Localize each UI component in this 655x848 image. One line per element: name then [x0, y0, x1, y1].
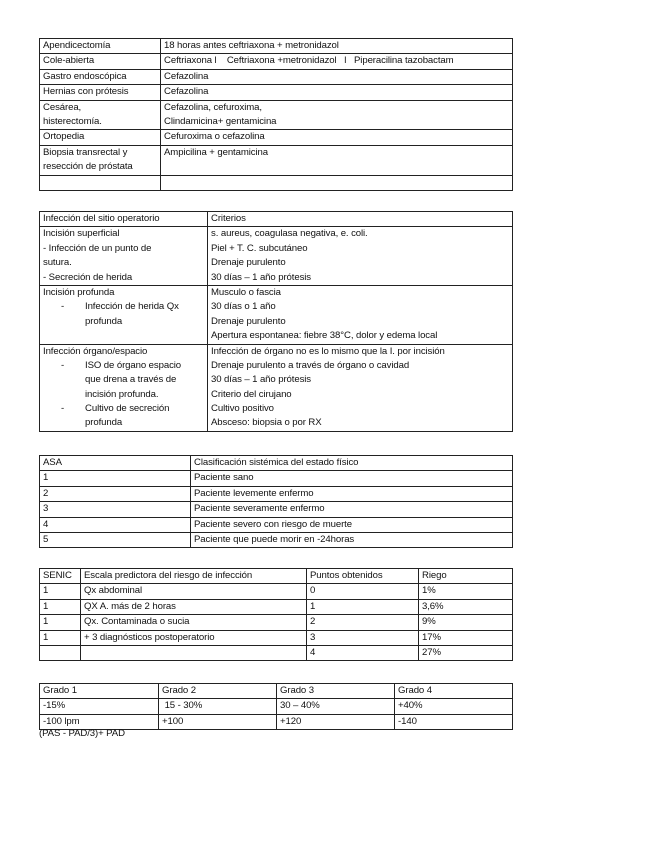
map-formula-text: (PAS - PAD/3)+ PAD: [39, 728, 125, 739]
table-cell: 1: [40, 599, 81, 614]
bullet-item: - ISO de órgano espacio que drena a través de incisión profunda.: [61, 359, 182, 400]
surgical-site-infection-table: [39, 211, 513, 432]
table-row: [40, 145, 513, 175]
procedure-cell: Cole-abierta: [40, 54, 161, 69]
procedure-cell: Ortopedia: [40, 130, 161, 145]
asa-description-cell: Paciente levemente enfermo: [191, 486, 513, 501]
bullet-item: - Cultivo de secreción profunda: [61, 403, 170, 429]
column-header: Criterios: [208, 212, 513, 227]
table-cell: 17%: [419, 630, 513, 645]
table-row: [40, 486, 513, 501]
criteria-cell: Musculo o fascia 30 días o 1 año Drenaje purulento Apertura espontanea: fiebre 38°C, dolor y edema local: [208, 285, 513, 344]
column-header: Grado 3: [277, 684, 395, 699]
column-header: ASA: [40, 456, 191, 471]
asa-description-cell: Paciente severo con riesgo de muerte: [191, 517, 513, 532]
column-header: Grado 4: [395, 684, 513, 699]
senic-table: [39, 568, 513, 661]
antibiotic-cell: Ampicilina + gentamicina: [161, 145, 513, 175]
table-cell: 1: [40, 615, 81, 630]
table-cell: 3,6%: [419, 599, 513, 614]
infection-type-cell: Infección órgano/espacio - ISO de órgano espacio que drena a través de incisión profunda. - Cultivo de secreción profunda: [40, 344, 208, 431]
infection-type-cell: Incisión profunda - Infección de herida Qx profunda: [40, 285, 208, 344]
procedure-cell: Apendicectomía: [40, 39, 161, 54]
table-row: [40, 39, 513, 54]
table-row: [40, 85, 513, 100]
table-cell: 0: [307, 584, 419, 599]
table-cell: -100 lpm: [40, 714, 159, 729]
table-cell: 1: [40, 584, 81, 599]
antibiotic-cell: Cefuroxima o cefazolina: [161, 130, 513, 145]
asa-class-cell: 1: [40, 471, 191, 486]
table-cell: 27%: [419, 645, 513, 660]
table-cell: +120: [277, 714, 395, 729]
procedure-cell: Biopsia transrectal y resección de próstata: [40, 145, 161, 175]
criteria-cell: Infección de órgano no es lo mismo que la I. por incisión Drenaje purulento a través de órgano o cavidad 30 días – 1 año prótesis Criterio del cirujano Cultivo positivo Absceso: biopsia o por RX: [208, 344, 513, 431]
table-cell: 2: [307, 615, 419, 630]
table-cell: +100: [159, 714, 277, 729]
table-cell: +40%: [395, 699, 513, 714]
bullet-item: - Infección de herida Qx profunda: [61, 301, 179, 327]
table-row: [40, 532, 513, 547]
table-row: [40, 175, 513, 190]
infection-type-cell: Incisión superficial - Infección de un punto de sutura. - Secreción de herida: [40, 227, 208, 286]
antibiotics-table: [39, 38, 513, 191]
table-cell: 4: [307, 645, 419, 660]
antibiotic-cell: Cefazolina: [161, 85, 513, 100]
column-header: Grado 1: [40, 684, 159, 699]
antibiotic-cell: Ceftriaxona l Ceftriaxona +metronidazol l Piperacilina tazobactam: [161, 54, 513, 69]
table-row: [40, 227, 513, 286]
table-row: [40, 69, 513, 84]
table-cell: 3: [307, 630, 419, 645]
table-row: [40, 615, 513, 630]
table-cell: [40, 645, 81, 660]
procedure-cell: [40, 175, 161, 190]
antibiotic-cell: Cefazolina, cefuroxima, Clindamicina+ gentamicina: [161, 100, 513, 130]
table-row: [40, 471, 513, 486]
asa-class-cell: 4: [40, 517, 191, 532]
table-row: [40, 502, 513, 517]
asa-class-cell: 3: [40, 502, 191, 517]
asa-description-cell: Paciente severamente enfermo: [191, 502, 513, 517]
table-cell: 30 – 40%: [277, 699, 395, 714]
table-row: [40, 130, 513, 145]
procedure-cell: Hernias con prótesis: [40, 85, 161, 100]
table-row: [40, 599, 513, 614]
table-cell: Qx abdominal: [81, 584, 307, 599]
asa-class-cell: 5: [40, 532, 191, 547]
table-header-row: [40, 569, 513, 584]
table-row: [40, 285, 513, 344]
table-row: [40, 517, 513, 532]
table-header-row: [40, 456, 513, 471]
asa-table: [39, 455, 513, 548]
column-header: Infección del sitio operatorio: [40, 212, 208, 227]
criteria-cell: s. aureus, coagulasa negativa, e. coli. Piel + T. C. subcutáneo Drenaje purulento 30 días – 1 año prótesis: [208, 227, 513, 286]
column-header: Clasificación sistémica del estado físico: [191, 456, 513, 471]
antibiotic-cell: 18 horas antes ceftriaxona + metronidazol: [161, 39, 513, 54]
column-header: SENIC: [40, 569, 81, 584]
table-cell: + 3 diagnósticos postoperatorio: [81, 630, 307, 645]
table-cell: 9%: [419, 615, 513, 630]
table-cell: 1: [40, 630, 81, 645]
table-cell: 1%: [419, 584, 513, 599]
column-header: Puntos obtenidos: [307, 569, 419, 584]
table-cell: -15%: [40, 699, 159, 714]
table-cell: 1: [307, 599, 419, 614]
antibiotic-cell: Cefazolina: [161, 69, 513, 84]
table-header-row: [40, 212, 513, 227]
asa-class-cell: 2: [40, 486, 191, 501]
table-row: [40, 54, 513, 69]
column-header: Grado 2: [159, 684, 277, 699]
asa-description-cell: Paciente sano: [191, 471, 513, 486]
table-cell: -140: [395, 714, 513, 729]
table-row: [40, 630, 513, 645]
procedure-cell: Gastro endoscópica: [40, 69, 161, 84]
table-cell: Qx. Contaminada o sucia: [81, 615, 307, 630]
grado-table: [39, 683, 513, 730]
asa-description-cell: Paciente que puede morir en -24horas: [191, 532, 513, 547]
column-header: Riego: [419, 569, 513, 584]
table-header-row: [40, 684, 513, 699]
column-header: Escala predictora del riesgo de infección: [81, 569, 307, 584]
table-cell: [81, 645, 307, 660]
table-cell: QX A. más de 2 horas: [81, 599, 307, 614]
table-row: [40, 699, 513, 714]
table-row: [40, 645, 513, 660]
table-row: [40, 344, 513, 431]
table-row: [40, 100, 513, 130]
antibiotic-cell: [161, 175, 513, 190]
table-row: [40, 584, 513, 599]
procedure-cell: Cesárea, histerectomía.: [40, 100, 161, 130]
table-cell: 15 - 30%: [159, 699, 277, 714]
